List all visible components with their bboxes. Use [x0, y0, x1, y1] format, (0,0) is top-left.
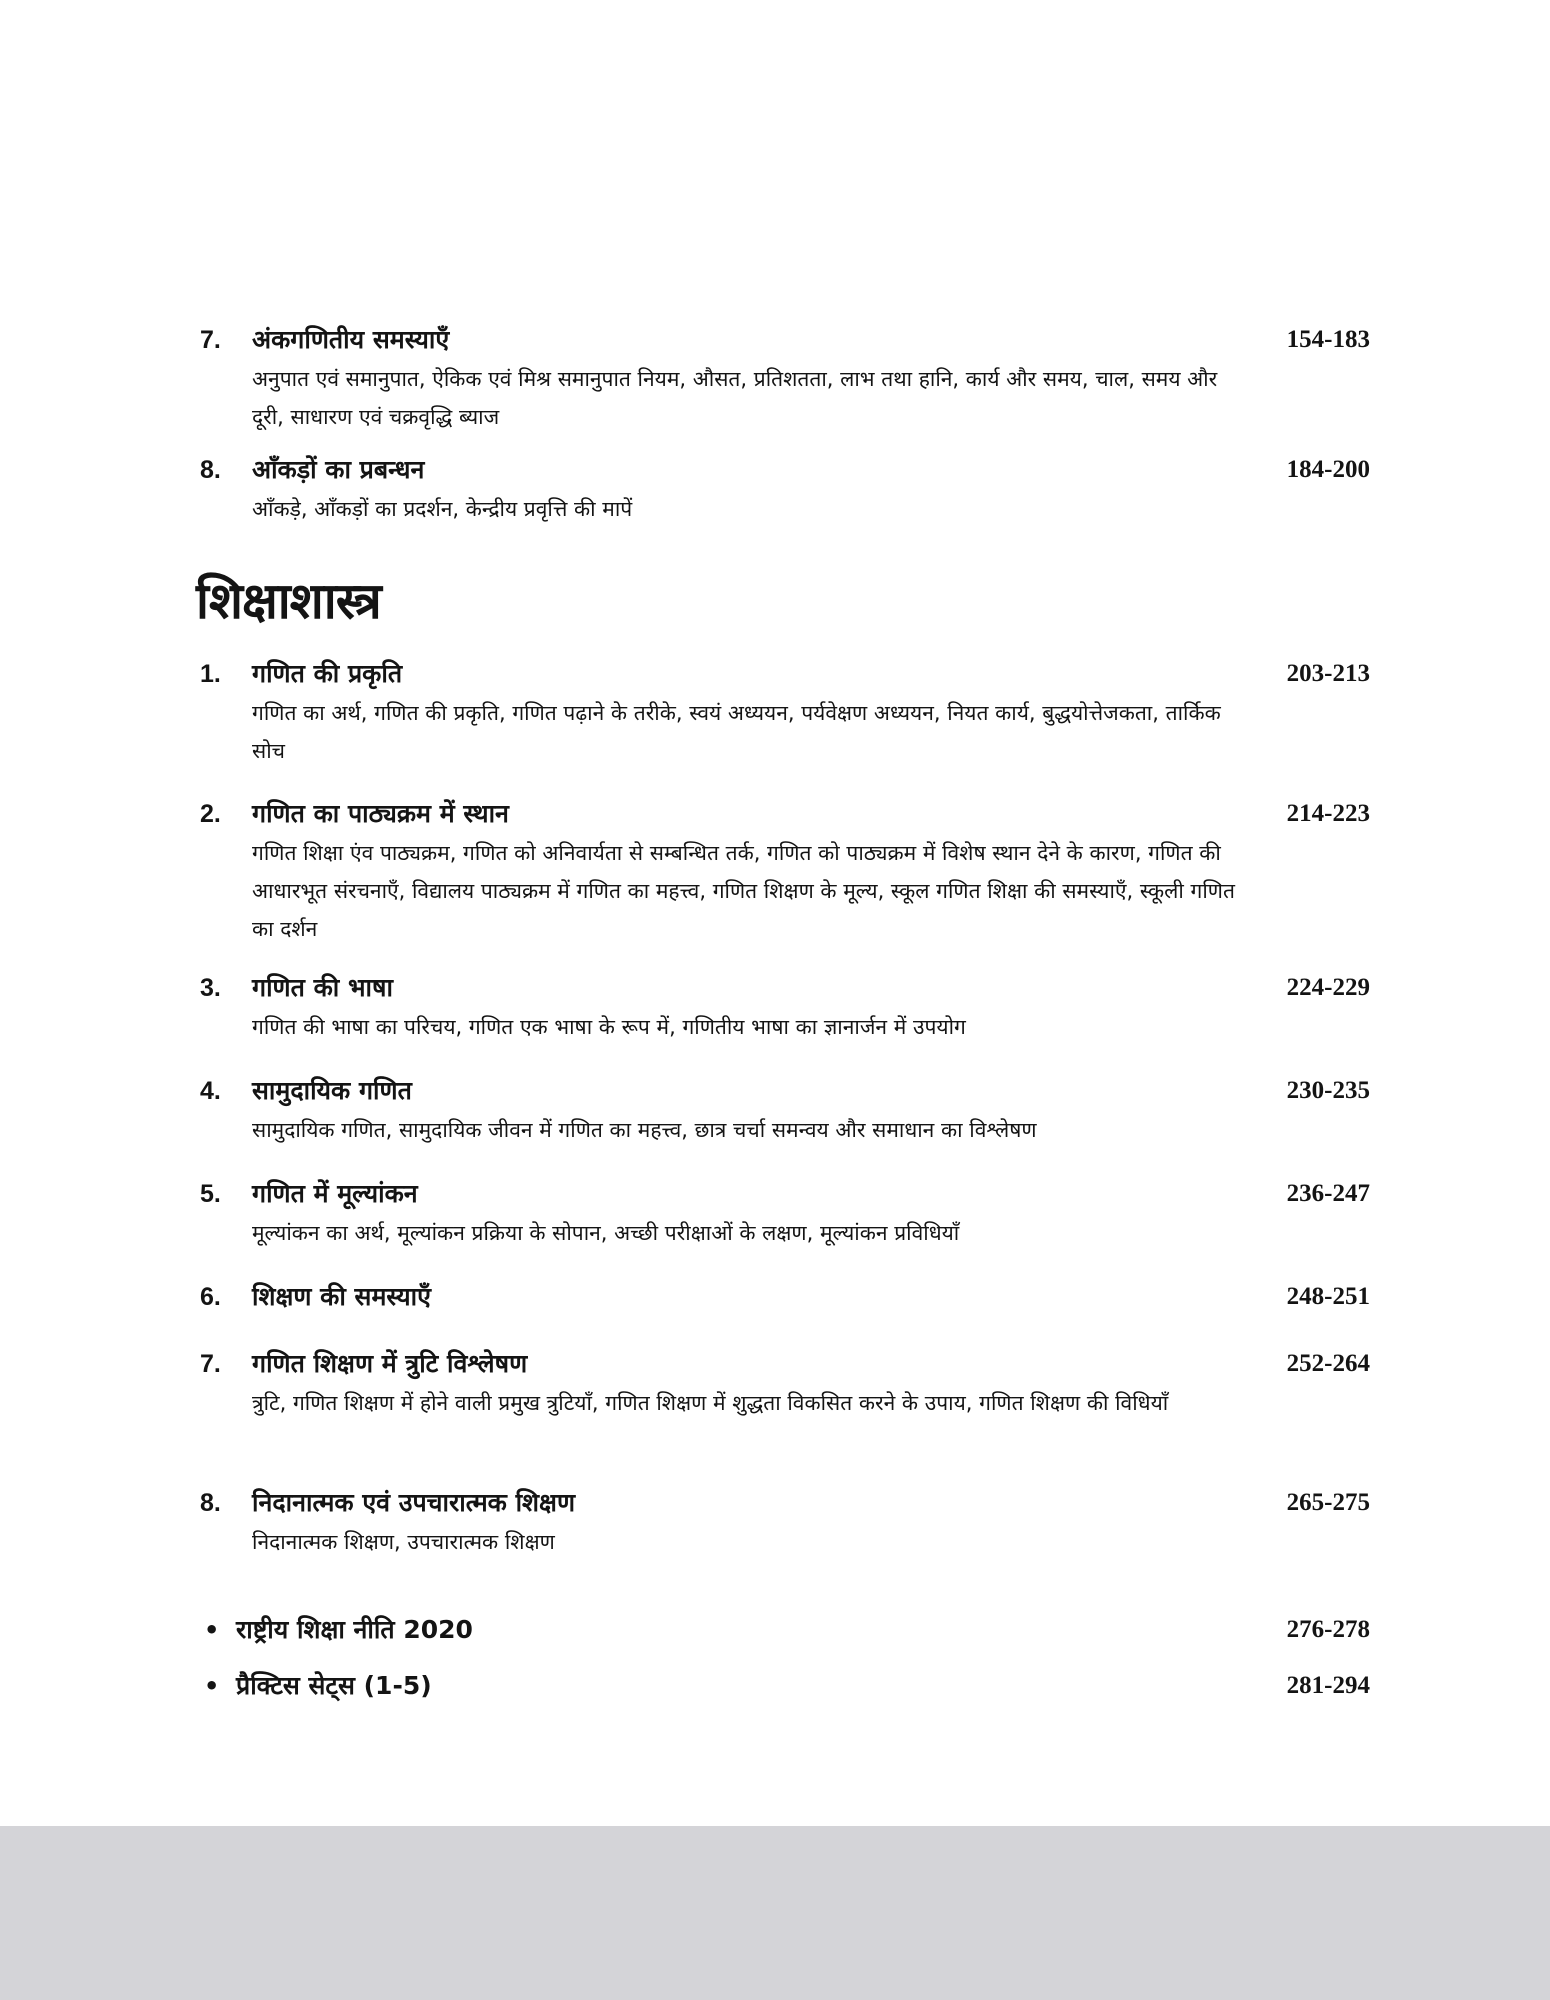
toc-entry [200, 450, 1370, 528]
toc-entry-header [200, 450, 1370, 490]
page-range: 224-229 [1286, 974, 1370, 1001]
chapter-title: गणित में मूल्यांकन [252, 1179, 418, 1208]
chapter-number: 2. [200, 800, 221, 828]
chapter-number: 3. [200, 974, 221, 1002]
page-range: 281-294 [1286, 1672, 1370, 1699]
toc-extra-entry [200, 1666, 1370, 1706]
chapter-title: अंकगणितीय समस्याएँ [252, 325, 450, 354]
bullet-icon: • [204, 1616, 220, 1644]
toc-entry-header [200, 1344, 1370, 1384]
chapter-topics: निदानात्मक शिक्षण, उपचारात्मक शिक्षण [252, 1530, 555, 1554]
page-range: 203-213 [1286, 660, 1370, 687]
bullet-icon: • [204, 1672, 220, 1700]
chapter-topics: गणित का अर्थ, गणित की प्रकृति, गणित पढ़ाने के तरीके, स्वयं अध्ययन, पर्यवेक्षण अध्ययन, नियत कार्य, बुद्धयोत्तेजकता, तार्किक सोच [252, 701, 1221, 763]
chapter-title: शिक्षण की समस्याएँ [252, 1282, 431, 1311]
chapter-topics: सामुदायिक गणित, सामुदायिक जीवन में गणित का महत्त्व, छात्र चर्चा समन्वय और समाधान का विश्लेषण [252, 1118, 1037, 1142]
chapter-topics: गणित शिक्षा एंव पाठ्यक्रम, गणित को अनिवार्यता से सम्बन्धित तर्क, गणित को पाठ्यक्रम में विशेष स्थान देने के कारण, गणित की आधारभूत संरचनाएँ, विद्यालय पाठ्यक्रम में गणित का महत्त्व, गणित शिक्षण के मूल्य, स्कूल गणित शिक्षा की समस्याएँ, स्कूली गणित का दर्शन [252, 841, 1235, 941]
toc-extra-entry [200, 1610, 1370, 1650]
chapter-number: 6. [200, 1283, 221, 1311]
page-range: 252-264 [1286, 1350, 1370, 1377]
toc-entry [200, 1071, 1370, 1149]
toc-entry-header [200, 968, 1370, 1008]
toc-entry-header [200, 1071, 1370, 1111]
page-range: 265-275 [1286, 1489, 1370, 1516]
page-range: 184-200 [1286, 456, 1370, 483]
toc-entry-header [200, 320, 1370, 360]
toc-entry-header [200, 1277, 1370, 1317]
chapter-number: 8. [200, 1489, 221, 1517]
chapter-topics: गणित की भाषा का परिचय, गणित एक भाषा के रूप में, गणितीय भाषा का ज्ञानार्जन में उपयोग [252, 1015, 966, 1039]
page-range: 214-223 [1286, 800, 1370, 827]
page-range: 154-183 [1286, 326, 1370, 353]
toc-entry-header [200, 1666, 1370, 1706]
chapter-number: 7. [200, 1350, 221, 1378]
chapter-number: 1. [200, 660, 221, 688]
chapter-number: 8. [200, 456, 221, 484]
toc-entry-header [200, 1483, 1370, 1523]
page-range: 236-247 [1286, 1180, 1370, 1207]
chapter-title: आँकड़ों का प्रबन्धन [252, 455, 425, 484]
page-range: 230-235 [1286, 1077, 1370, 1104]
chapter-number: 7. [200, 326, 221, 354]
toc-entry [200, 320, 1370, 436]
toc-entry-header [200, 1174, 1370, 1214]
toc-entry [200, 1483, 1370, 1561]
toc-entry-header [200, 1610, 1370, 1650]
toc-entry [200, 794, 1370, 948]
extra-title: राष्ट्रीय शिक्षा नीति 2020 [236, 1615, 473, 1644]
chapter-topics: त्रुटि, गणित शिक्षण में होने वाली प्रमुख त्रुटियाँ, गणित शिक्षण में शुद्धता विकसित करने के उपाय, गणित शिक्षण की विधियाँ [252, 1391, 1169, 1415]
toc-entry [200, 1344, 1370, 1422]
chapter-topics: अनुपात एवं समानुपात, ऐकिक एवं मिश्र समानुपात नियम, औसत, प्रतिशतता, लाभ तथा हानि, कार्य और समय, चाल, समय और दूरी, साधारण एवं चक्रवृद्धि ब्याज [252, 367, 1218, 429]
page-range: 276-278 [1286, 1616, 1370, 1643]
chapter-number: 5. [200, 1180, 221, 1208]
chapter-title: गणित का पाठ्यक्रम में स्थान [252, 799, 509, 828]
toc-entry [200, 968, 1370, 1046]
section-heading: शिक्षाशास्त्र [196, 572, 381, 630]
chapter-topics: मूल्यांकन का अर्थ, मूल्यांकन प्रक्रिया के सोपान, अच्छी परीक्षाओं के लक्षण, मूल्यांकन प्रविधियाँ [252, 1221, 960, 1245]
chapter-title: गणित की प्रकृति [252, 659, 403, 688]
extra-title: प्रैक्टिस सेट्स (1-5) [236, 1671, 432, 1700]
footer-band [0, 1826, 1550, 2000]
toc-entry [200, 1174, 1370, 1252]
toc-entry [200, 654, 1370, 770]
chapter-title: गणित की भाषा [252, 973, 393, 1002]
chapter-number: 4. [200, 1077, 221, 1105]
chapter-title: निदानात्मक एवं उपचारात्मक शिक्षण [252, 1488, 576, 1517]
chapter-title: गणित शिक्षण में त्रुटि विश्लेषण [252, 1349, 528, 1378]
page-range: 248-251 [1286, 1283, 1370, 1310]
chapter-title: सामुदायिक गणित [252, 1076, 412, 1105]
toc-entry-header [200, 794, 1370, 834]
chapter-topics: आँकड़े, आँकड़ों का प्रदर्शन, केन्द्रीय प्रवृत्ति की मापें [252, 497, 633, 521]
toc-entry [200, 1277, 1370, 1317]
toc-entry-header [200, 654, 1370, 694]
